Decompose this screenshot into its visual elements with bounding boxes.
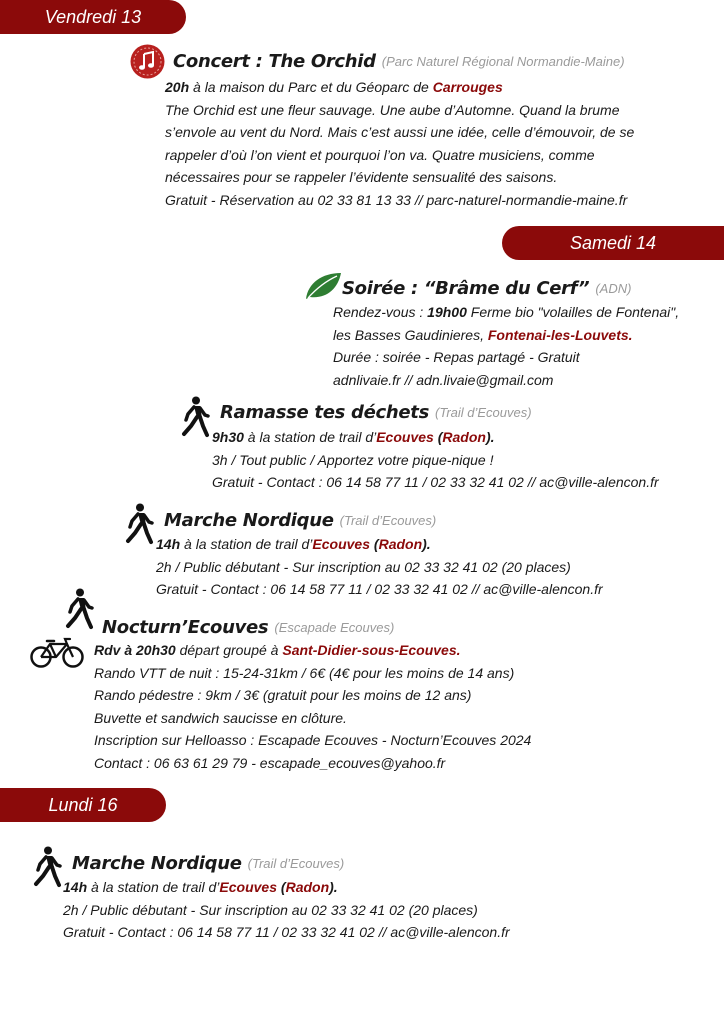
- day-label: Samedi 14: [569, 232, 657, 253]
- event-time: 9h30: [212, 429, 244, 445]
- event-line: Buvette et sandwich saucisse en clôture.: [94, 709, 347, 726]
- event-details: [156, 533, 603, 601]
- event-ramasse-dechets: [220, 402, 532, 423]
- event-line: Gratuit - Contact : 06 14 58 77 11 / 02 33 32 41 02 // ac@ville-alencon.fr: [156, 581, 603, 597]
- event-text: départ groupé à: [175, 642, 283, 658]
- walker-icon: [32, 846, 62, 888]
- event-line: Gratuit - Réservation au 02 33 81 13 33 // parc-naturel-normandie-maine.fr: [165, 191, 628, 208]
- event-title: Nocturn’Ecouves: [102, 617, 269, 638]
- walker-icon: [64, 588, 94, 630]
- event-punct: ).: [329, 879, 338, 895]
- event-line: Gratuit - Contact : 06 14 58 77 11 / 02 33 32 41 02 // ac@ville-alencon.fr: [212, 474, 659, 490]
- event-organizer: (Escapade Ecouves): [274, 620, 395, 635]
- event-town: Carrouges: [432, 79, 503, 95]
- event-line: Gratuit - Contact : 06 14 58 77 11 / 02 33 32 41 02 // ac@ville-alencon.fr: [63, 924, 510, 940]
- event-place-sub: Radon: [285, 879, 330, 895]
- leaf-icon: [304, 271, 342, 301]
- day-label: Vendredi 13: [44, 6, 142, 27]
- event-details: [63, 876, 510, 944]
- walker-icon: [180, 396, 210, 438]
- event-organizer: (Parc Naturel Régional Normandie-Maine): [381, 54, 625, 69]
- event-line: Inscription sur Helloasso : Escapade Ecouves - Nocturn’Ecouves 2024: [94, 732, 532, 748]
- event-organizer: (ADN): [595, 281, 632, 296]
- event-line: Contact : 06 63 61 29 79 - escapade_ecouves@yahoo.fr: [94, 754, 446, 771]
- event-text: à la station de trail d’: [180, 536, 313, 552]
- event-place: Ecouves: [312, 536, 371, 552]
- event-title: Soirée : “Brâme du Cerf”: [342, 278, 590, 299]
- event-punct: ).: [485, 429, 495, 445]
- event-line: adnlivaie.fr // adn.livaie@gmail.com: [333, 371, 554, 388]
- event-details: [165, 76, 634, 211]
- music-note-icon: [130, 44, 165, 79]
- event-text: Ferme bio "volailles de Fontenai",: [466, 304, 680, 320]
- event-text: à la station de trail d’: [243, 429, 377, 445]
- day-banner-friday: [0, 0, 186, 34]
- bicycle-icon: [30, 637, 84, 669]
- event-title: Marche Nordique: [164, 510, 334, 531]
- event-punct: (: [433, 429, 443, 445]
- event-text: Rendez-vous :: [333, 304, 428, 320]
- event-line: 2h / Public débutant - Sur inscription au 02 33 32 41 02 (20 places): [156, 558, 571, 575]
- event-details: [333, 301, 679, 391]
- event-nocturn-ecouves: [102, 617, 394, 638]
- event-text: les Basses Gaudinieres,: [333, 326, 488, 343]
- event-line: nécessaires pour se rappeler l’évidente sensualité des saisons.: [165, 169, 558, 185]
- event-marche-nordique-lundi: [72, 853, 344, 874]
- event-marche-nordique-samedi: [164, 510, 436, 531]
- event-title: Ramasse tes déchets: [220, 402, 430, 423]
- event-place: Ecouves: [376, 429, 434, 445]
- event-line: The Orchid est une fleur sauvage. Une aube d’Automne. Quand la brume: [165, 101, 620, 118]
- event-organizer: (Trail d’Ecouves): [435, 405, 532, 420]
- event-concert-orchid: [173, 51, 625, 72]
- event-time: 20h: [165, 79, 190, 95]
- event-line: 2h / Public débutant - Sur inscription au 02 33 32 41 02 (20 places): [63, 901, 478, 918]
- event-brame-du-cerf: [342, 278, 631, 299]
- event-organizer: (Trail d’Ecouves): [247, 856, 345, 871]
- event-details: [94, 639, 531, 774]
- event-line: Rando pédestre : 9km / 3€ (gratuit pour les moins de 12 ans): [94, 687, 472, 703]
- event-title: Concert : The Orchid: [173, 51, 376, 72]
- day-banner-saturday: [502, 226, 724, 260]
- event-place-sub: Radon: [378, 536, 423, 552]
- event-line: rappeler d’où l’on vient et pourquoi l’on va. Quatre musiciens, comme: [165, 146, 595, 163]
- day-banner-monday: [0, 788, 166, 822]
- day-label: Lundi 16: [48, 794, 118, 815]
- walker-icon: [124, 503, 154, 545]
- event-time: 19h00: [427, 304, 467, 320]
- event-organizer: (Trail d’Ecouves): [339, 513, 437, 528]
- event-place-sub: Radon: [442, 429, 486, 445]
- event-time: 14h: [63, 879, 88, 895]
- event-place: Ecouves: [219, 879, 278, 895]
- event-details: [212, 426, 659, 494]
- event-place-text: à la maison du Parc et du Géoparc de: [189, 79, 433, 95]
- event-line: s’envole au vent du Nord. Mais c’est aussi une idée, celle d’émouvoir, de se: [165, 124, 635, 140]
- event-line: Durée : soirée - Repas partagé - Gratuit: [333, 349, 580, 365]
- event-time: 14h: [156, 536, 181, 552]
- event-town: Sant-Didier-sous-Ecouves.: [282, 642, 461, 658]
- event-line: Rando VTT de nuit : 15-24-31km / 6€ (4€ pour les moins de 14 ans): [94, 664, 515, 681]
- event-title: Marche Nordique: [72, 853, 242, 874]
- event-line: 3h / Tout public / Apportez votre pique-nique !: [212, 451, 494, 468]
- event-punct: (: [370, 536, 379, 552]
- event-punct: (: [277, 879, 286, 895]
- event-text: à la station de trail d’: [87, 879, 220, 895]
- event-town: Fontenai-les-Louvets.: [487, 326, 633, 343]
- event-punct: ).: [422, 536, 431, 552]
- event-time: Rdv à 20h30: [94, 642, 176, 658]
